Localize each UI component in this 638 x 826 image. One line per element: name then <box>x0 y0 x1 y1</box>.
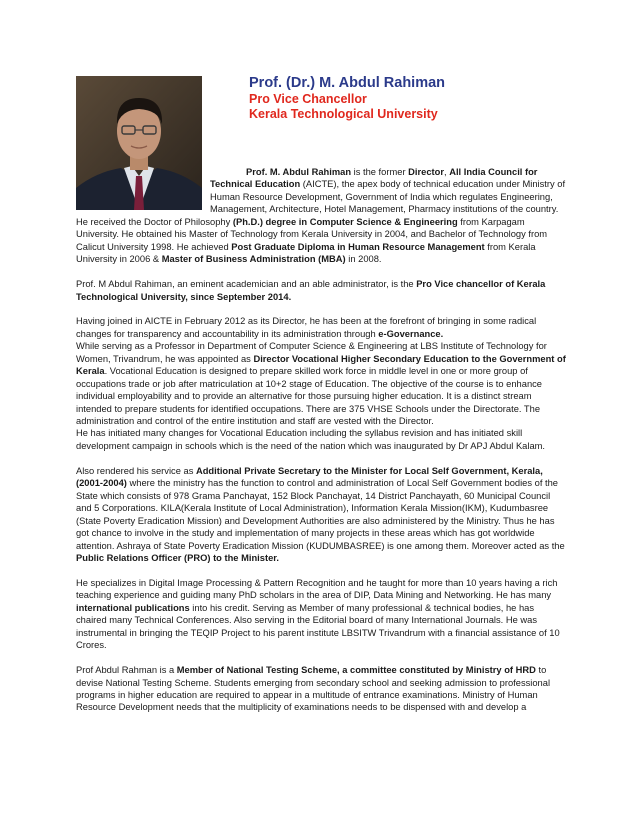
paragraph-secretary: Also rendered his service as Additional Private Secretary to the Minister for Local Self Government, Kerala, (2001-2004) where the ministry has the function to control and administration of Local Self Government bodies of the State which consists of 978 Grama Panchayat, 152 Block Panchayat, 14 District Panchayath, 60 Municipal Council and 5 Corporations. KILA(Kerala Institute of Local Administration), Information Kerala Mission(IKM), Kudumbasree (State Poverty Eradication Mission) and Development Authorities are also administered by the Ministry. Thus he has got chance to involve in the study and implementation of many projects in these areas which has got worldwide attention. Ashraya of State Poverty Eradication Mission (KUDUMBASREE) is one among them. Moreover acted as the Public Relations Officer (PRO) to the Minister. <box>76 465 565 563</box>
profile-heading <box>249 74 609 122</box>
paragraph-testing-scheme: Prof Abdul Rahman is a Member of National Testing Scheme, a committee constituted by Ministry of HRD to devise National Testing Scheme. Students emerging from secondary school and seeking admission to professional programs in higher education are required to appear in a multitude of entrance examinations. Ministry of Human Resource Development needs that the multiplicity of examinations needs to be dispensed with and develop a <box>76 665 551 713</box>
paragraph-current-role: Prof. M Abdul Rahiman, an eminent academician and an able administrator, is the Pro Vice chancellor of Kerala Technological University, since September 2014. <box>76 279 546 302</box>
biography-text <box>76 166 566 726</box>
position-title: Pro Vice Chancellor <box>249 92 367 106</box>
paragraph-education: He received the Doctor of Philosophy (Ph.D.) degree in Computer Science & Engineering from Karpagam University. He obtained his Master of Technology from Kerala University in 2004, and Bachelor of Technology from Calicut University 1998. He achieved Post Graduate Diploma in Human Resource Management from Kerala University in 2006 & Master of Business Administration (MBA) in 2008. <box>76 216 548 265</box>
organization-title: Kerala Technological University <box>249 107 438 121</box>
person-name: Prof. (Dr.) M. Abdul Rahiman <box>249 75 446 91</box>
paragraph-research: He specializes in Digital Image Processing & Pattern Recognition and he taught for more than 10 years having a rich teaching experience and guiding many PhD scholars in the area of DIP, Data Mining and Networking. He has many international publications into his credit. Serving as Member of many professional & technical bodies, he has chaired many Technical Conferences. Also serving in the Editorial board of many International Journals. He was instrumental in bringing the TEQIP Project to his parent institute LBSITW Trivandrum with a financial assistance of 10 Crores. <box>76 577 560 651</box>
paragraph-aicte: Having joined in AICTE in February 2012 as its Director, he has been at the forefront of bringing in some radical changes for transparency and accountability in its administration through e-Governance. While serving as a Professor in Department of Computer Science & Engineering at LBS Institute of Technology for Women, Trivandrum, he was appointed as Director Vocational Higher Secondary Education to the Government of Kerala. Vocational Education is designed to prepare skilled work force in middle level in one or more group of occupations trade or job after matriculation at 10+2 stage of Education. The objective of the course is to enhance individual employability and to provide an alternative for those pursuing higher education. It is a distinct stream intended to prepare students for identified occupations. There are 375 VHSE Schools under the Directorate. The administration and control of the entire institution and staff are vested with the Director. He has initiated many changes for Vocational Education including the syllabus revision and has initiated skill development campaign in schools which is the need of the nation which was inaugurated by Dr APJ Abdul Kalam. <box>76 316 566 451</box>
paragraph-intro: Prof. M. Abdul Rahiman is the former Director, All India Council for Technical Education (AICTE), the apex body of technical education under Ministry of Human Resource Development, Government of India which regulates Engineering, Management, Architecture, Hotel Management, Pharmacy institutions of the country. <box>210 167 566 215</box>
